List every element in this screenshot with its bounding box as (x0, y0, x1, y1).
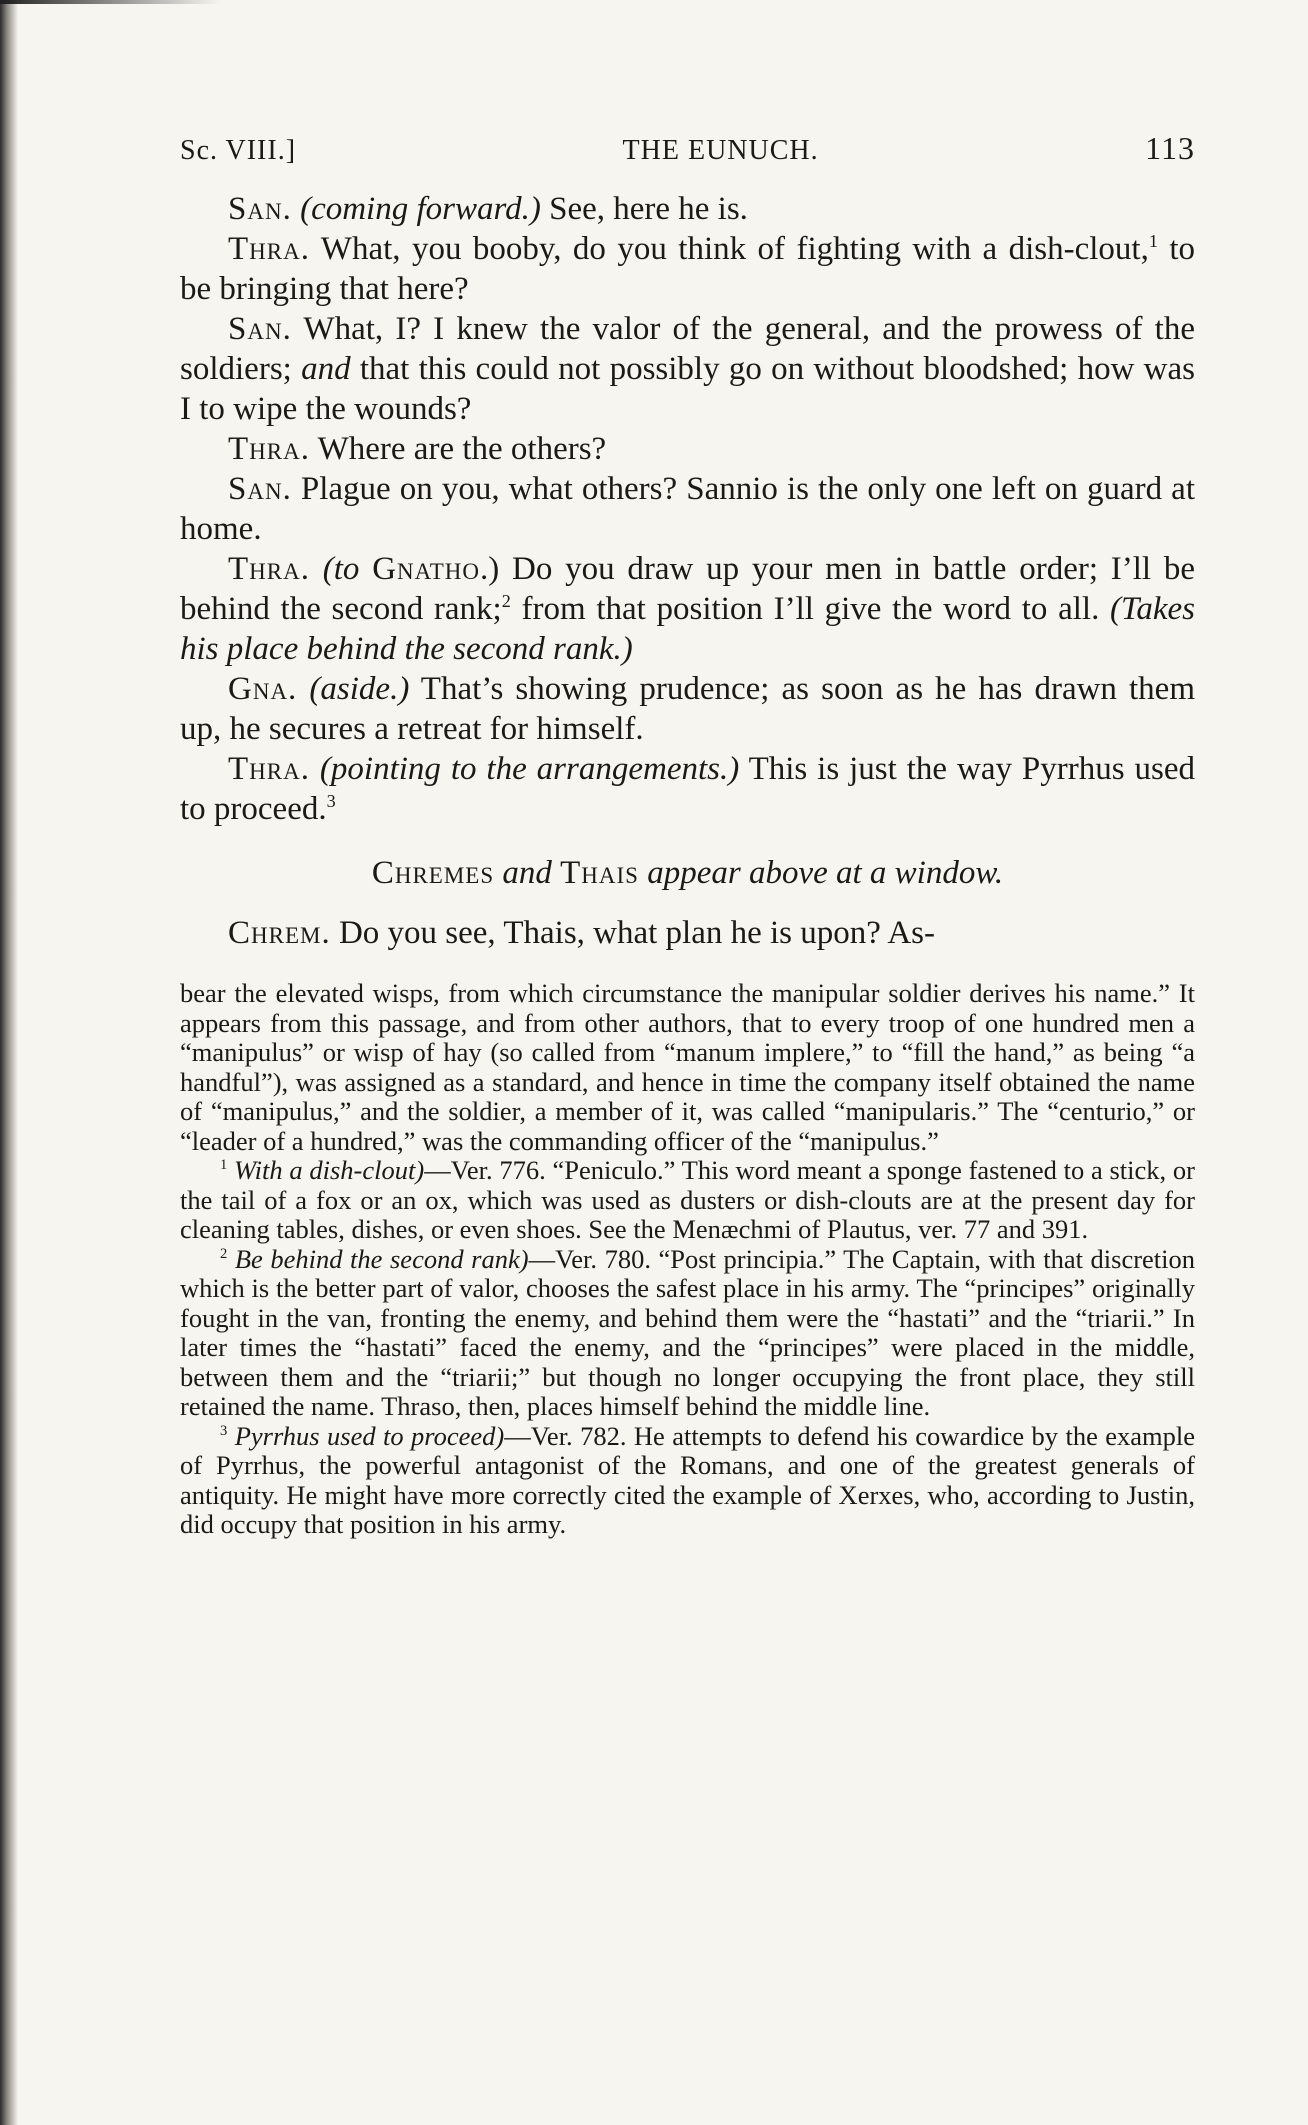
speech: to be bringing that here? (180, 231, 1196, 307)
dialogue-line (180, 229, 1195, 309)
footnote-lemma: With a dish-clout) (234, 1155, 425, 1185)
entrance-direction (180, 853, 1195, 893)
speech: See, here he is. (540, 191, 748, 227)
footnote-separator (180, 953, 1195, 979)
speech: that this could not possibly go on without bloodshed; how was I to wipe the wounds? (180, 351, 1195, 427)
stage-direction-end: .) (479, 551, 500, 587)
speaker: Chrem. (228, 915, 331, 951)
speaker: Thra. (228, 551, 310, 587)
stage-direction: (coming forward.) (300, 191, 541, 227)
dialogue-line (180, 469, 1195, 549)
speaker: San. (228, 191, 292, 227)
dialogue-line (180, 913, 1195, 953)
dialogue-line (180, 189, 1195, 229)
footnote (180, 1422, 1195, 1540)
footnote-text: —Ver. 776. “Peniculo.” This word meant a sponge fastened to a stick, or the tail of a fox or an ox, which was used as dusters or dish-clouts are at the present day for cleaning tables, dishes, or even shoes. See the Menæchmi of Plautus, ver. 77 and 391. (180, 1155, 1195, 1244)
stage-direction: (to (322, 551, 373, 587)
dialogue-line (180, 749, 1195, 829)
page-number: 113 (1145, 130, 1195, 166)
dialogue-line (180, 549, 1195, 669)
stage-direction: (pointing to the arrangements.) (319, 751, 740, 787)
footnote-number: 3 (220, 1422, 228, 1439)
dialogue-line (180, 429, 1195, 469)
speaker: Thra. (228, 231, 310, 267)
speech: Do you draw up your men in battle order; I’ll be behind the second rank; (180, 551, 1196, 627)
speech: This is just the way Pyrrhus used to proceed. (180, 751, 1195, 827)
speech: What, I? I knew the valor of the general, and the prowess of the soldiers; (180, 311, 1195, 387)
character-name: Chremes (371, 855, 495, 891)
footnote-text: —Ver. 782. He attempts to defend his cowardice by the example of Pyrrhus, the powerful antagonist of the Romans, and one of the greatest generals of antiquity. He might have more correctly cited the example of Xerxes, who, according to Justin, did occupy that position in his army. (180, 1420, 1196, 1539)
dialogue (180, 189, 1195, 953)
running-head (180, 130, 1195, 167)
speech: Where are the others? (309, 431, 607, 467)
speech: from that position I’ll give the word to all. (510, 591, 1111, 627)
footnote (180, 1245, 1195, 1422)
footnote-number: 2 (220, 1245, 228, 1262)
scene-label: Sc. VIII.] (180, 135, 297, 166)
footnote-ref: 3 (326, 791, 336, 811)
footnote-lemma: Pyrrhus used to proceed) (234, 1420, 505, 1451)
speech: That’s showing prudence; as soon as he has drawn them up, he secures a retreat for himself. (180, 671, 1196, 747)
footnote-ref: 1 (1148, 231, 1158, 251)
emphasis: and (301, 351, 351, 387)
stage-name: Gnatho (372, 551, 480, 587)
stage-direction: (aside.) (309, 671, 410, 707)
page-top-edge (0, 0, 220, 4)
speaker: Thra. (228, 751, 310, 787)
speaker: Thra. (228, 431, 310, 467)
speaker: San. (228, 471, 292, 507)
speech: What, you booby, do you think of fighting with a dish-clout, (309, 231, 1149, 267)
dialogue-line (180, 669, 1195, 749)
speech: Do you see, Thais, what plan he is upon? As- (330, 915, 936, 951)
speaker: San. (228, 311, 292, 347)
stage-direction: (Takes his place behind the second rank.) (180, 591, 1195, 667)
footnote-lemma: Be behind the second rank) (234, 1243, 529, 1274)
page-edge-shadow (0, 0, 18, 2125)
conjunction: and (494, 855, 561, 891)
footnote-number: 1 (220, 1157, 228, 1174)
stage-direction: appear above at a window. (638, 855, 1004, 891)
book-page (180, 130, 1195, 1540)
character-name: Thais (560, 855, 639, 891)
footnotes (180, 979, 1195, 1540)
play-title: THE EUNUCH. (622, 135, 819, 166)
speech: Plague on you, what others? Sannio is the only one left on guard at home. (180, 471, 1195, 547)
footnote-text: —Ver. 780. “Post principia.” The Captain, with that discretion which is the better part of valor, chooses the safest place in his army. The “principes” originally fought in the van, fronting the enemy, and behind them were the “hastati” and the “triarii.” In later times the “hastati” faced the enemy, and the “principes” were placed in the middle, between them and the “triarii;” but though no longer occupying the front place, they still retained the name. Thraso, then, places himself behind the middle line. (180, 1243, 1196, 1421)
footnote (180, 1156, 1195, 1245)
dialogue-line (180, 309, 1195, 429)
footnote-continuation: bear the elevated wisps, from which circumstance the manipular soldier derives his name.” It appears from this passage, and from other authors, that to every troop of one hundred men a “manipulus” or wisp of hay (so called from “manum implere,” to “fill the hand,” as being “a handful”), was assigned as a standard, and hence in time the company itself obtained the name of “manipulus,” and the soldier, a member of it, was called “manipularis.” The “centurio,” or “leader of a hundred,” was the commanding officer of the “manipulus.” (180, 978, 1195, 1156)
footnote-ref: 2 (501, 591, 511, 611)
speaker: Gna. (228, 671, 298, 707)
